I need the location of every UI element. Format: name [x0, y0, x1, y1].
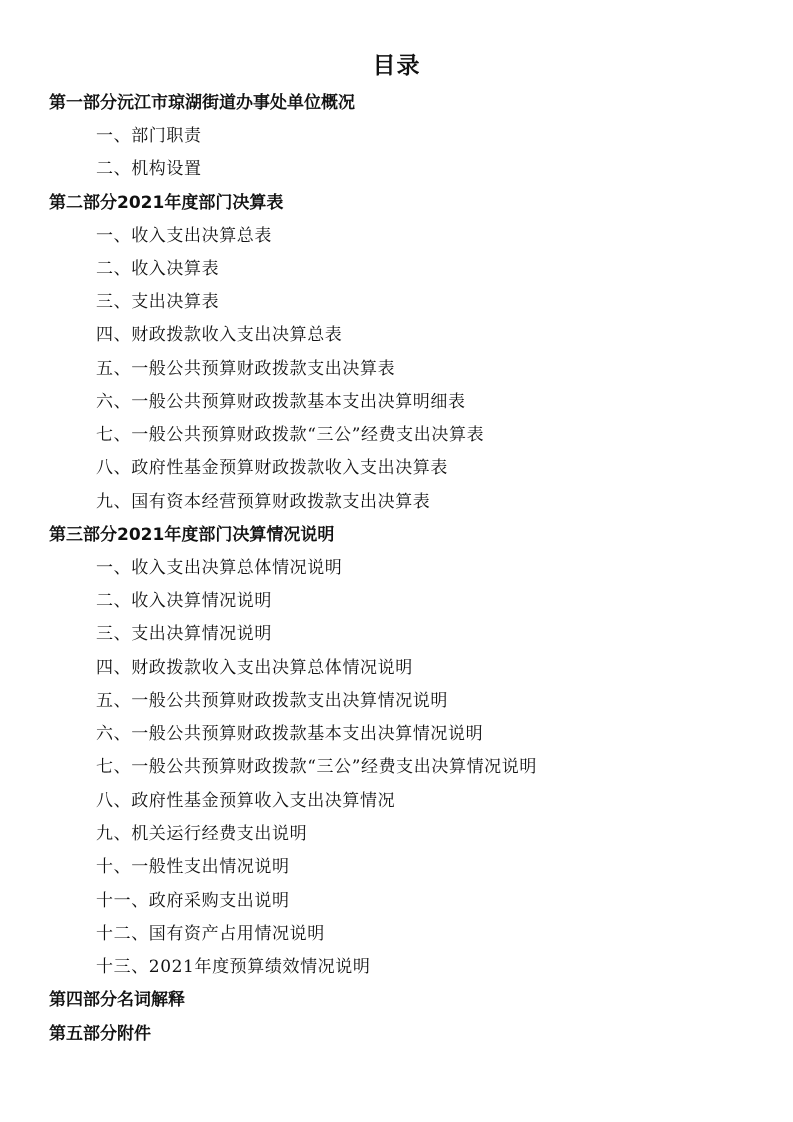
toc-part-2[interactable]: 第二部分2021年度部门决算表 — [49, 193, 284, 213]
toc-item[interactable]: 五、一般公共预算财政拨款支出决算情况说明 — [96, 691, 448, 711]
toc-item[interactable]: 二、收入决算表 — [96, 259, 220, 279]
toc-item[interactable]: 七、一般公共预算财政拨款“三公”经费支出决算情况说明 — [96, 757, 537, 777]
toc-item[interactable]: 八、政府性基金预算收入支出决算情况 — [96, 791, 396, 811]
toc-item[interactable]: 三、支出决算情况说明 — [96, 624, 272, 644]
toc-item[interactable]: 六、一般公共预算财政拨款基本支出决算明细表 — [96, 392, 466, 412]
toc-item[interactable]: 六、一般公共预算财政拨款基本支出决算情况说明 — [96, 724, 484, 744]
toc-item[interactable]: 十、一般性支出情况说明 — [96, 857, 290, 877]
toc-item[interactable]: 一、收入支出决算总体情况说明 — [96, 558, 343, 578]
toc-item[interactable]: 八、政府性基金预算财政拨款收入支出决算表 — [96, 458, 448, 478]
toc-item[interactable]: 四、财政拨款收入支出决算总表 — [96, 325, 343, 345]
toc-item[interactable]: 二、收入决算情况说明 — [96, 591, 272, 611]
toc-item[interactable]: 九、机关运行经费支出说明 — [96, 824, 308, 844]
toc-part-1[interactable]: 第一部分沅江市琼湖街道办事处单位概况 — [49, 93, 355, 113]
toc-part-5[interactable]: 第五部分附件 — [49, 1024, 151, 1044]
toc-item[interactable]: 十一、政府采购支出说明 — [96, 891, 290, 911]
toc-item[interactable]: 三、支出决算表 — [96, 292, 220, 312]
toc-item[interactable]: 二、机构设置 — [96, 159, 202, 179]
toc-item[interactable]: 一、收入支出决算总表 — [96, 226, 272, 246]
toc-item[interactable]: 九、国有资本经营预算财政拨款支出决算表 — [96, 492, 431, 512]
toc-item[interactable]: 四、财政拨款收入支出决算总体情况说明 — [96, 658, 413, 678]
toc-item[interactable]: 七、一般公共预算财政拨款“三公”经费支出决算表 — [96, 425, 485, 445]
toc-item[interactable]: 十二、国有资产占用情况说明 — [96, 924, 325, 944]
page-title: 目录 — [372, 53, 421, 79]
toc-item[interactable]: 五、一般公共预算财政拨款支出决算表 — [96, 359, 396, 379]
toc-part-4[interactable]: 第四部分名词解释 — [49, 990, 185, 1010]
toc-part-3[interactable]: 第三部分2021年度部门决算情况说明 — [49, 525, 335, 545]
toc-item[interactable]: 一、部门职责 — [96, 126, 202, 146]
toc-item[interactable]: 十三、2021年度预算绩效情况说明 — [96, 957, 371, 977]
